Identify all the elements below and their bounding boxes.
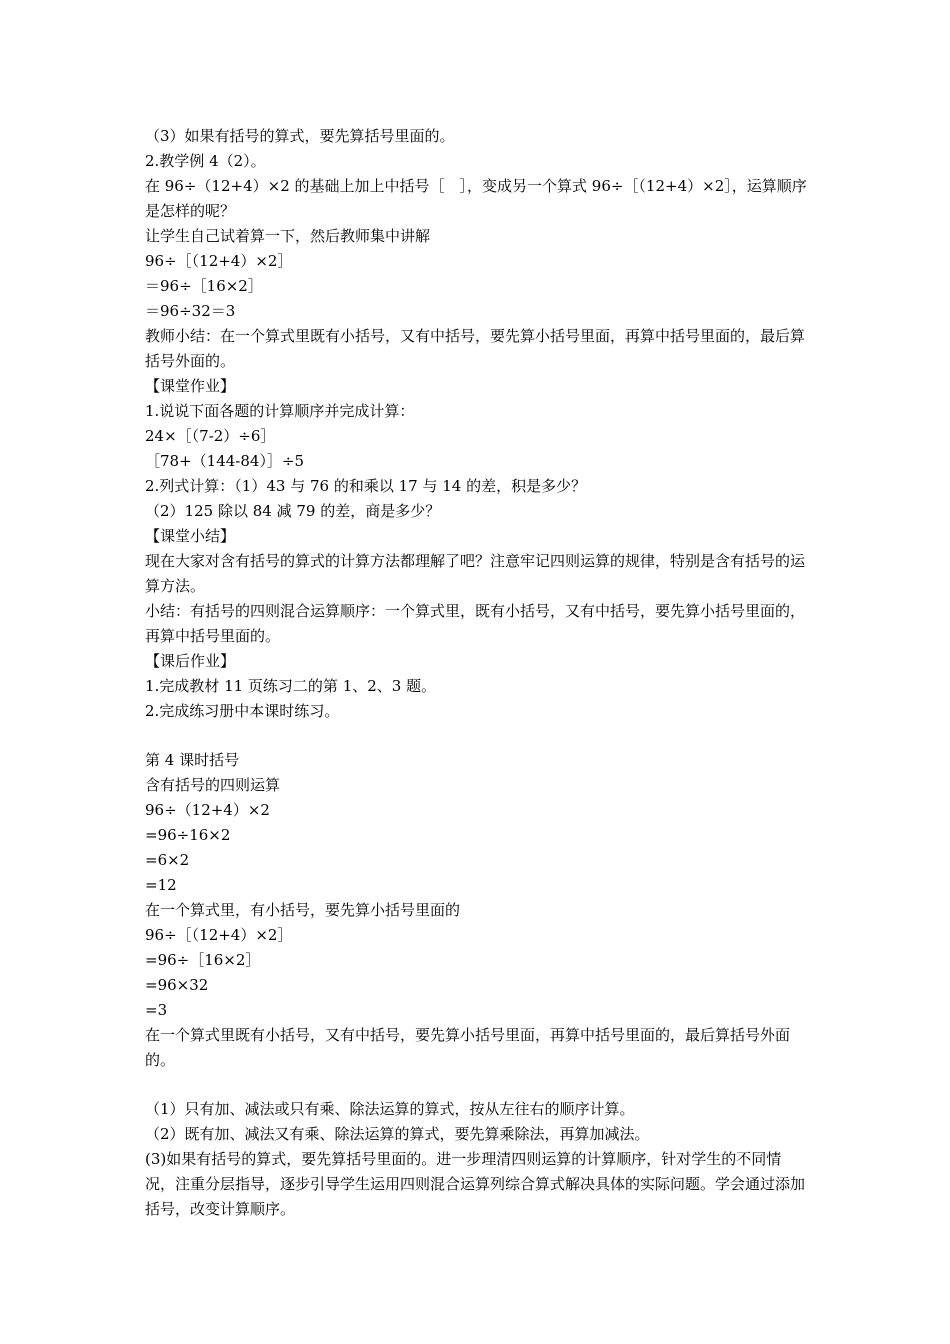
text-line: 24×［（7-2）÷6］ (145, 427, 276, 445)
text-line: 96÷（12+4）×2 (145, 801, 270, 819)
board-design-section (145, 748, 810, 1073)
text-line: =96÷16×2 (145, 826, 231, 844)
text-line: ［78+（144-84）］÷5 (145, 452, 305, 470)
text-line: 在 96÷（12+4）×2 的基础上加上中括号［ ］，变成另一个算式 96÷［（12+4）×2］，运算顺序是怎样的呢？ (145, 177, 807, 220)
text-line: 2.列式计算：（1）43 与 76 的和乘以 17 与 14 的差，积是多少？ (145, 477, 587, 495)
text-line: 含有括号的四则运算 (145, 776, 281, 794)
text-line: 【课后作业】 (145, 652, 236, 670)
text-line: 【课堂作业】 (145, 377, 236, 395)
lesson-section (145, 124, 810, 724)
text-line: =96×32 (145, 976, 209, 994)
text-line: （3）如果有括号的算式，要先算括号里面的。 (145, 127, 455, 145)
text-line: =96÷［16×2］ (145, 951, 261, 969)
text-line: （1）只有加、减法或只有乘、除法运算的算式，按从左往右的顺序计算。 (145, 1100, 635, 1118)
text-line: （2）既有加、减法又有乘、除法运算的算式，要先算乘除法，再算加减法。 (145, 1125, 650, 1143)
text-line: 【课堂小结】 (145, 527, 236, 545)
text-line: 1.完成教材 11 页练习二的第 1、2、3 题。 (145, 677, 437, 695)
summary-section (145, 1097, 810, 1222)
text-line: 1.说说下面各题的计算顺序并完成计算： (145, 402, 415, 420)
blank-line (145, 1073, 810, 1097)
text-line: 第 4 课时括号 (145, 751, 240, 769)
text-line: 2.完成练习册中本课时练习。 (145, 702, 340, 720)
text-line: 教师小结：在一个算式里既有小括号，又有中括号，要先算小括号里面，再算中括号里面的，最后算括号外面的。 (145, 327, 806, 370)
blank-line (145, 724, 810, 748)
text-line: =3 (145, 1001, 168, 1019)
text-line: 小结：有括号的四则混合运算顺序：一个算式里，既有小括号，又有中括号，要先算小括号里面的，再算中括号里面的。 (145, 602, 806, 645)
text-line: 在一个算式里既有小括号，又有中括号，要先算小括号里面，再算中括号里面的，最后算括号外面的。 (145, 1026, 791, 1069)
text-line: 让学生自己试着算一下，然后教师集中讲解 (145, 227, 431, 245)
text-line: ＝96÷［16×2］ (145, 277, 263, 295)
text-line: =6×2 (145, 851, 190, 869)
text-line: 96÷［（12+4）×2］ (145, 926, 293, 944)
text-line: 2.教学例 4（2）。 (145, 152, 266, 170)
text-line: 现在大家对含有括号的算式的计算方法都理解了吧？注意牢记四则运算的规律，特别是含有括号的运算方法。 (145, 552, 806, 595)
text-line: =12 (145, 876, 177, 894)
text-line: （2）125 除以 84 减 79 的差，商是多少？ (145, 502, 441, 520)
text-line: ＝96÷32＝3 (145, 302, 236, 320)
document-page (145, 124, 810, 1222)
text-line: (3)如果有括号的算式，要先算括号里面的。进一步理清四则运算的计算顺序，针对学生的不同情况，注重分层指导，逐步引导学生运用四则混合运算列综合算式解决具体的实际问题。学会通过添加括号，改变计算顺序。 (145, 1150, 806, 1218)
text-line: 96÷［（12+4）×2］ (145, 252, 293, 270)
text-line: 在一个算式里，有小括号，要先算小括号里面的 (145, 901, 461, 919)
